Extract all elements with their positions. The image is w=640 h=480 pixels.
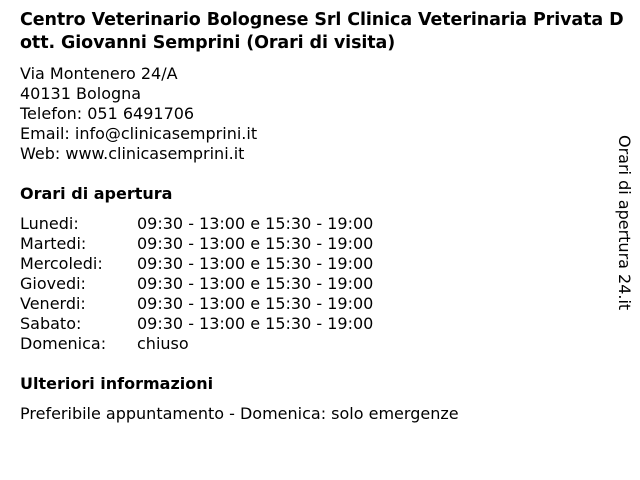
hours-row — [20, 274, 373, 294]
day-hours: 09:30 - 13:00 e 15:30 - 19:00 — [137, 314, 374, 333]
opening-hours-heading: Orari di apertura — [20, 184, 173, 203]
hours-row — [20, 234, 373, 254]
additional-info-text: Preferibile appuntamento - Domenica: solo emergenze — [20, 404, 459, 423]
phone-line: Telefon: 051 6491706 — [20, 104, 195, 123]
site-watermark: Orari di apertura 24.it — [615, 135, 634, 311]
day-hours: 09:30 - 13:00 e 15:30 - 19:00 — [137, 254, 374, 273]
day-hours: 09:30 - 13:00 e 15:30 - 19:00 — [137, 214, 374, 233]
day-hours: 09:30 - 13:00 e 15:30 - 19:00 — [137, 294, 374, 313]
email-line: Email: info@clinicasemprini.it — [20, 124, 258, 143]
street-address: Via Montenero 24/A — [20, 64, 178, 83]
address-block — [20, 64, 257, 164]
day-label: Sabato: — [20, 314, 82, 333]
day-label: Mercoledi: — [20, 254, 103, 273]
page-title: Centro Veterinario Bolognese Srl Clinica Veterinaria Privata Dott. Giovanni Semprini (Orari di visita) — [20, 10, 624, 53]
city-postal: 40131 Bologna — [20, 84, 142, 103]
day-label: Venerdi: — [20, 294, 86, 313]
hours-row — [20, 334, 373, 354]
day-label: Giovedi: — [20, 274, 86, 293]
opening-hours-table — [20, 214, 373, 354]
day-label: Lunedi: — [20, 214, 79, 233]
hours-row — [20, 294, 373, 314]
web-line: Web: www.clinicasemprini.it — [20, 144, 245, 163]
day-hours: chiuso — [137, 334, 189, 353]
day-hours: 09:30 - 13:00 e 15:30 - 19:00 — [137, 234, 374, 253]
day-hours: 09:30 - 13:00 e 15:30 - 19:00 — [137, 274, 374, 293]
hours-row — [20, 214, 373, 234]
additional-info-heading: Ulteriori informazioni — [20, 374, 214, 393]
hours-row — [20, 314, 373, 334]
day-label: Martedi: — [20, 234, 87, 253]
hours-row — [20, 254, 373, 274]
day-label: Domenica: — [20, 334, 107, 353]
